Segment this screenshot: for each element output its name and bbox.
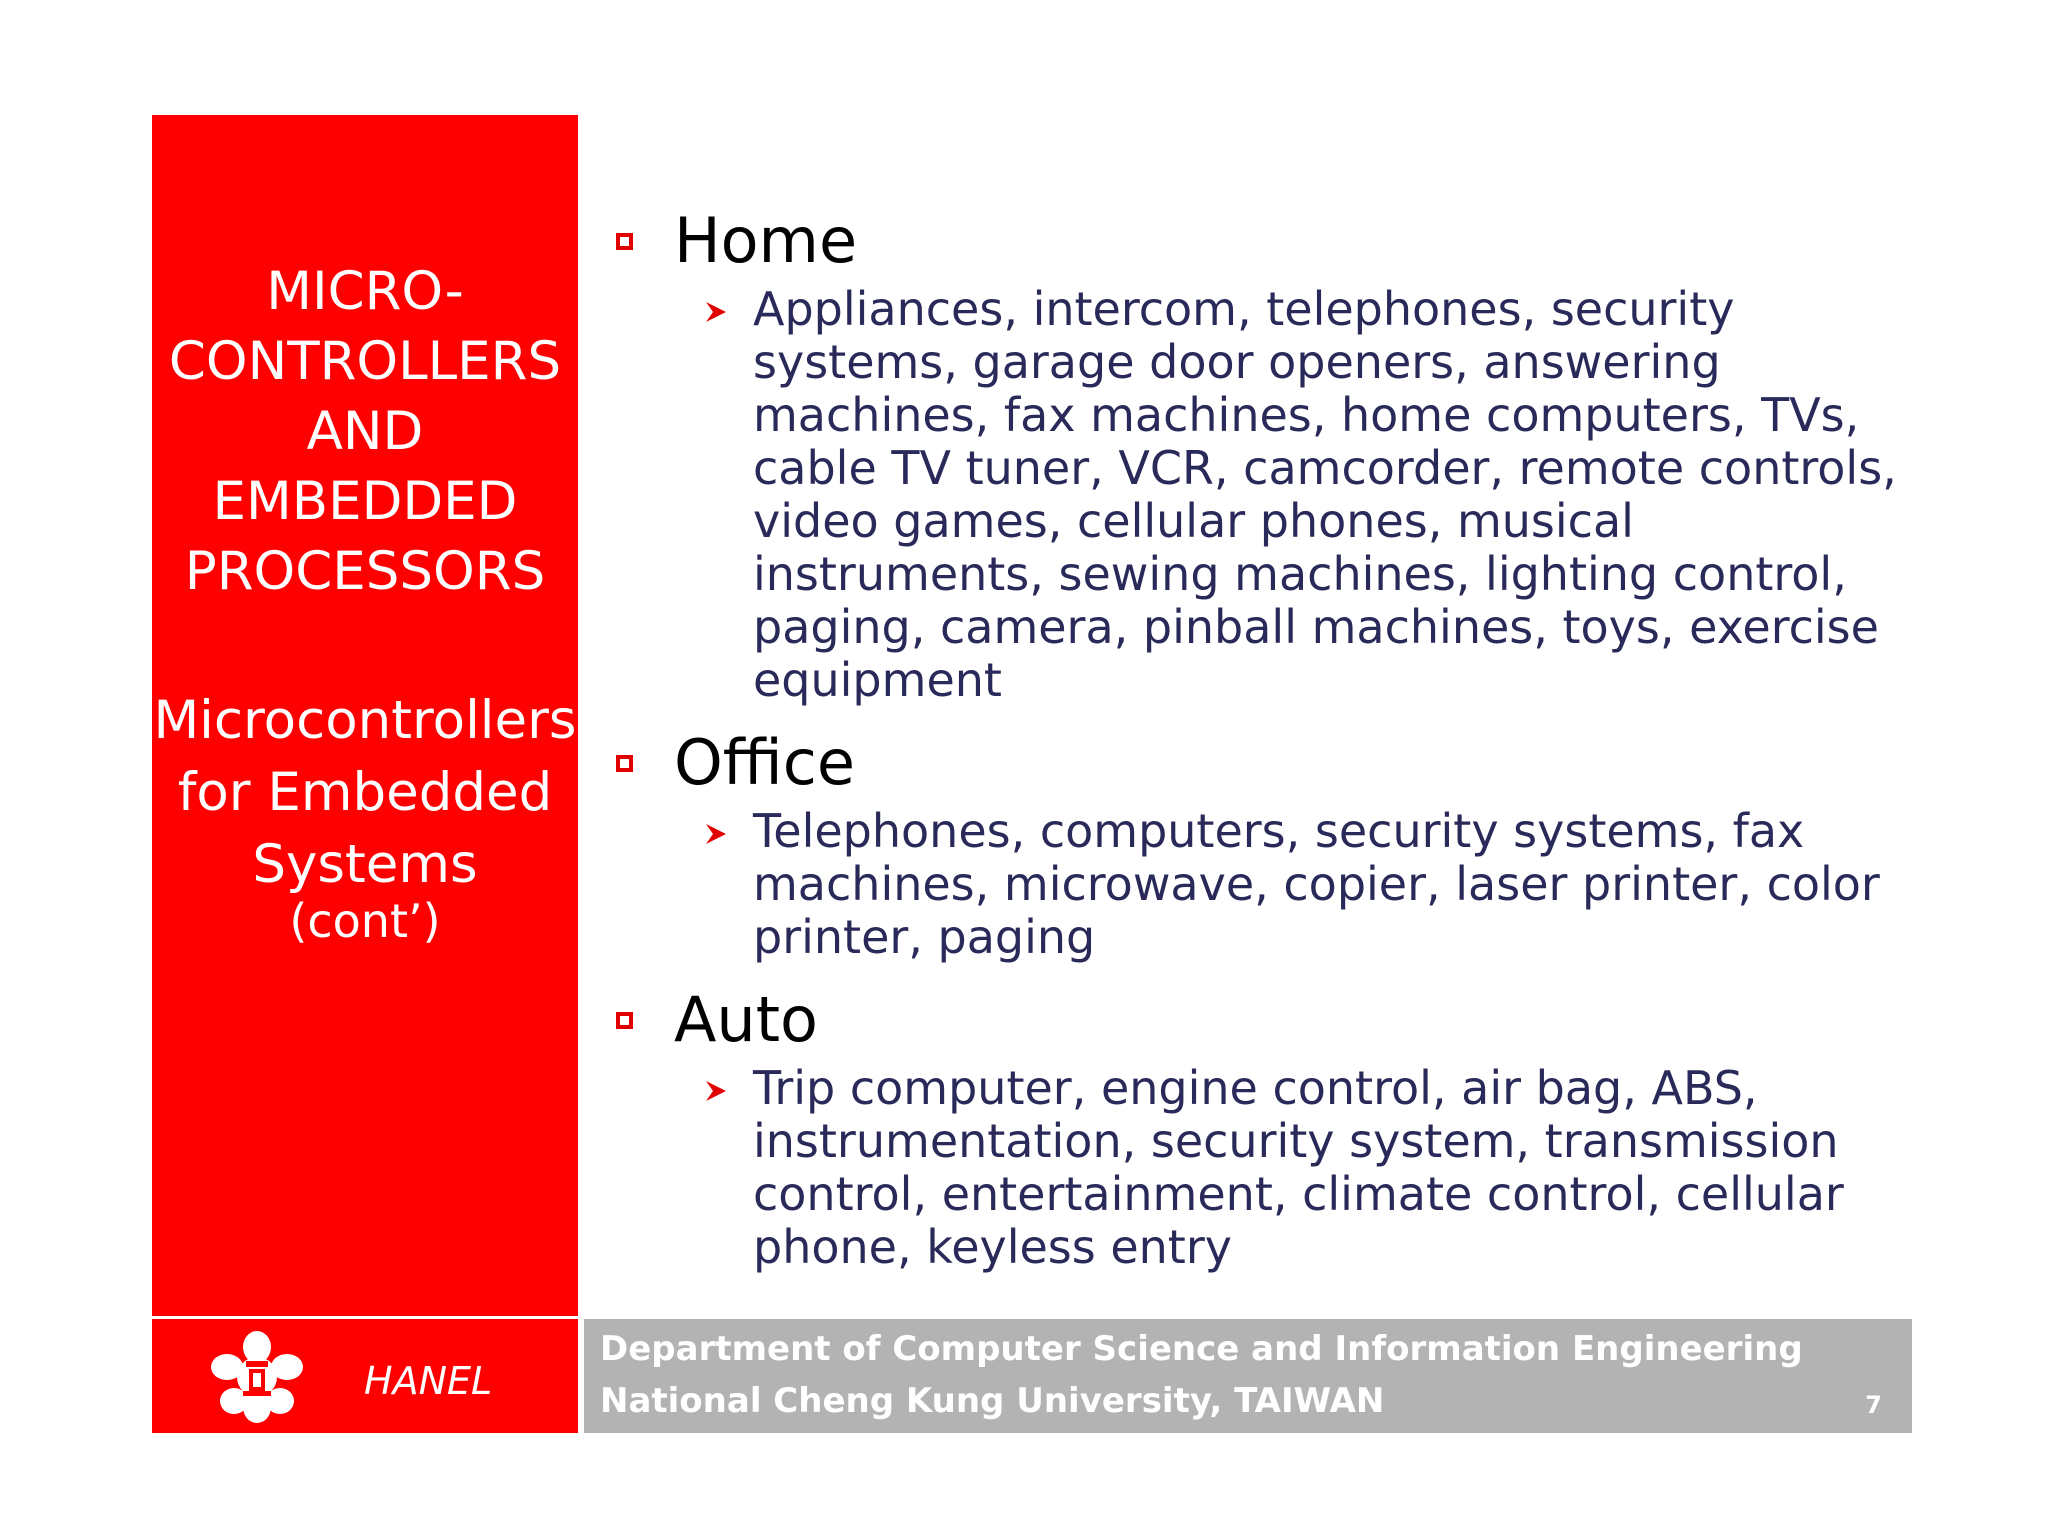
slide-content	[612, 205, 1912, 1274]
slide-subtitle-line: for Embedded	[177, 762, 553, 823]
section-title: Home	[674, 204, 858, 277]
arrowhead-icon	[703, 299, 729, 325]
slide-title-line: AND	[306, 401, 424, 462]
section-heading	[612, 727, 1912, 799]
section-title: Auto	[674, 983, 818, 1056]
section-office	[612, 727, 1912, 964]
slide-title-line: MICRO-	[266, 261, 464, 322]
slide-title-line: CONTROLLERS	[168, 331, 562, 392]
slide-subtitle	[152, 685, 578, 901]
slide-subtitle-line: Microcontrollers	[153, 690, 577, 751]
hollow-square-icon	[616, 233, 633, 250]
footer-brand	[152, 1319, 578, 1433]
university-emblem-icon	[202, 1327, 312, 1427]
university-name: National Cheng Kung University, TAIWAN	[600, 1381, 1385, 1421]
sub-bullet	[703, 283, 1912, 707]
slide-subtitle-line: Systems	[252, 834, 478, 895]
slide-title-line: PROCESSORS	[184, 541, 546, 602]
section-auto	[612, 984, 1912, 1274]
footer-info	[584, 1319, 1912, 1433]
section-home	[612, 205, 1912, 707]
section-heading	[612, 984, 1912, 1056]
sub-bullet-text: Telephones, computers, security systems, fax machines, microwave, copier, laser printer, color printer, paging	[753, 804, 1880, 964]
continued-label: (cont’)	[289, 894, 441, 948]
sub-bullet	[703, 805, 1912, 964]
arrowhead-icon	[703, 821, 729, 847]
sub-bullet-text: Appliances, intercom, telephones, security systems, garage door openers, answering machines, fax machines, home computers, TVs, cable TV tuner, VCR, camcorder, remote controls, video games, cellular phones, musical instruments, sewing machines, lighting control, paging, camera, pinball machines, toys, exercise equipment	[753, 282, 1897, 707]
arrowhead-icon	[703, 1078, 729, 1104]
title-panel	[152, 115, 578, 1316]
sub-bullet-text: Trip computer, engine control, air bag, ABS, instrumentation, security system, transmission control, entertainment, climate control, cellular phone, keyless entry	[753, 1061, 1844, 1274]
sub-bullet	[703, 1062, 1912, 1274]
department-name: Department of Computer Science and Information Engineering	[600, 1329, 1803, 1369]
hollow-square-icon	[616, 755, 633, 772]
author-name: HANEL	[364, 1359, 493, 1403]
page-number: 7	[1865, 1391, 1882, 1419]
slide-title-line: EMBEDDED	[212, 471, 518, 532]
section-heading	[612, 205, 1912, 277]
hollow-square-icon	[616, 1012, 633, 1029]
section-title: Office	[674, 726, 855, 799]
slide-title	[152, 257, 578, 607]
